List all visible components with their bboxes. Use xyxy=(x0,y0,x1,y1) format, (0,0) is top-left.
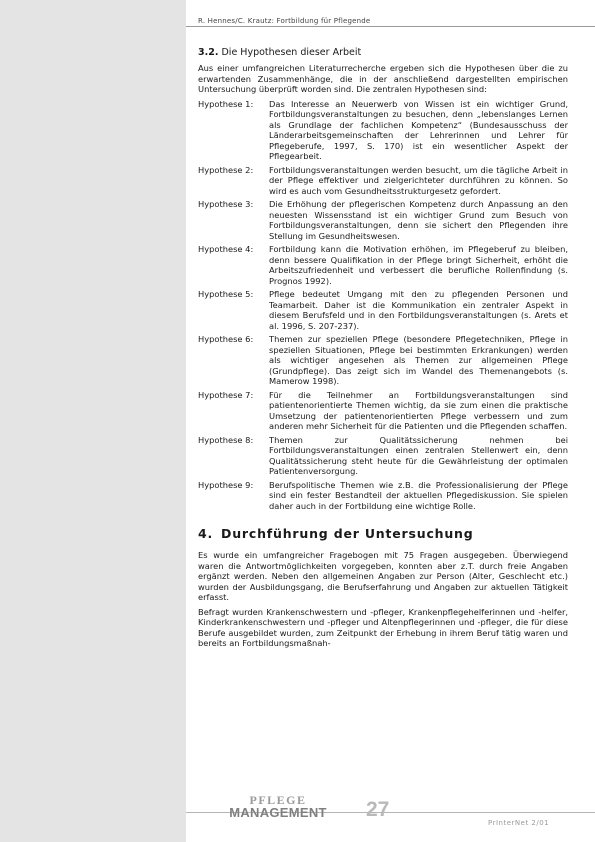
hypothesis-item xyxy=(198,390,568,432)
hypothesis-text: Die Erhöhung der pflegerischen Kompetenz durch Anpassung an den neuesten Wissensstand ist ein wichtiger Grund zum Besuch von Fortbildungsveranstaltungen, denn sie sichert den Pflegenden ihre Stellung im Gesundheitswesen. xyxy=(269,199,568,241)
hypothesis-item xyxy=(198,480,568,512)
chapter-heading xyxy=(198,526,568,541)
section-number: 3.2. xyxy=(198,47,219,58)
hypothesis-text: Pflege bedeutet Umgang mit den zu pflegenden Personen und Teamarbeit. Daher ist die Kommunikation ein zentraler Aspekt in diesem Berufsfeld und in den Fortbildungsveranstaltungen (s. Arets et al. 1996, S. 207-237). xyxy=(269,289,568,331)
left-margin-band xyxy=(0,0,186,842)
section-intro: Aus einer umfangreichen Literaturrecherche ergeben sich die Hypothesen über die zu erwartenden Zusammenhänge, die in der anschließend dargestellten empirischen Untersuchung überprüft worden sind. Die zentralen Hypothesen sind: xyxy=(198,63,568,94)
hypothesis-label: Hypothese 8: xyxy=(198,434,254,445)
hypothesis-text: Themen zur Qualitätssicherung nehmen bei Fortbildungsveranstaltungen einen zentralen Stellenwert ein, denn Qualitätssicherung steht heute für die Gewährleistung der optimalen Patientenversorgung. xyxy=(269,434,568,476)
hypothesis-label: Hypothese 1: xyxy=(198,98,254,109)
hypothesis-text: Berufspolitische Themen wie z.B. die Professionalisierung der Pflege sind ein fester Bestandteil der aktuellen Pflegediskussion. Sie spielen daher auch in der Fortbildung eine wichtige Rolle. xyxy=(269,479,568,511)
page-number: 27 xyxy=(366,798,390,821)
hypothesis-item xyxy=(198,99,568,162)
hypothesis-text: Für die Teilnehmer an Fortbildungsveranstaltungen sind patientenorientierte Themen wichtig, da sie zum einen die praktische Umsetzung der patientenorientierten Pflege verbessern und zum anderen mehr Sicherheit für die Patienten und die Pflegenden schaffen. xyxy=(269,389,568,431)
running-header: R. Hennes/C. Krautz: Fortbildung für Pflegende xyxy=(198,17,371,25)
hypothesis-label: Hypothese 4: xyxy=(198,244,254,254)
chapter-number: 4. xyxy=(198,526,214,541)
hypothesis-item xyxy=(198,244,568,286)
hypothesis-text: Fortbildungsveranstaltungen werden besucht, um die tägliche Arbeit in der Pflege effektiver und zielgerichteter durchführen zu können. So wird es auch vom Gesundheitsstrukturgesetz gefordert. xyxy=(269,164,568,196)
chapter-paragraph: Es wurde ein umfangreicher Fragebogen mit 75 Fragen ausgegeben. Überwiegend waren die Antwortmöglichkeiten vorgegeben, konnten aber z.T. durch freie Angaben ergänzt werden. Neben den allgemeinen Angaben zur Person (Alter, Geschlecht etc.) wurden der Ausbildungsgang, die Berufserfahrung und Angaben zur aktuellen Tätigkeit erfasst. xyxy=(198,550,568,602)
hypothesis-item xyxy=(198,435,568,477)
hypotheses-list xyxy=(198,99,568,512)
hypothesis-text: Fortbildung kann die Motivation erhöhen, im Pflegeberuf zu bleiben, denn bessere Qualifikation in der Pflege bringt Sicherheit, erhöht die Arbeitszufriedenheit und verbessert die berufliche Rollenfindung (s. Prognos 1992). xyxy=(269,244,568,286)
hypothesis-item xyxy=(198,199,568,241)
issue-label: PrInterNet 2/01 xyxy=(488,819,550,827)
header-rule xyxy=(186,26,595,27)
hypothesis-text: Das Interesse an Neuerwerb von Wissen ist ein wichtiger Grund, Fortbildungsveranstaltungen zu besuchen, denn „lebenslanges Lernen als Grundlage der fachlichen Kompetenz“ (Bundesausschuss der Länderarbeitsgemeinschaften der Lehrerinnen und Lehrer für Pflegeberufe, 1997, S. 170) ist ein wesentlicher Aspekt der Pflegearbeit. xyxy=(269,98,568,161)
hypothesis-text: Themen zur speziellen Pflege (besondere Pflegetechniken, Pflege in speziellen Situationen, Pflege bei bestimmten Erkrankungen) werden als wichtiger angesehen als Themen zur allgemeinen Pflege (Grundpflege). Das zeigt sich im Wandel des Themenangebots (s. Mamerow 1998). xyxy=(269,334,568,386)
logo-line2: MANAGEMENT xyxy=(229,805,327,820)
page-content xyxy=(198,47,568,653)
hypothesis-item xyxy=(198,165,568,197)
hypothesis-item xyxy=(198,289,568,331)
hypothesis-label: Hypothese 9: xyxy=(198,479,254,490)
chapter-title: Durchführung der Untersuchung xyxy=(221,526,474,541)
hypothesis-label: Hypothese 7: xyxy=(198,389,254,400)
section-title: Die Hypothesen dieser Arbeit xyxy=(221,47,362,58)
hypothesis-label: Hypothese 3: xyxy=(198,199,254,209)
hypothesis-label: Hypothese 2: xyxy=(198,164,254,175)
hypothesis-item xyxy=(198,334,568,387)
hypothesis-label: Hypothese 6: xyxy=(198,334,254,344)
hypothesis-label: Hypothese 5: xyxy=(198,289,254,299)
logo-line1: PFLEGE xyxy=(249,793,307,807)
chapter-paragraph: Befragt wurden Krankenschwestern und -pfleger, Krankenpflegehelferinnen und -helfer, Kinderkrankenschwestern und -pfleger und Altenpflegerinnen und -pfleger, die für diese Berufe ausgebildet wurden, zum Zeitpunkt der Erhebung in ihrem Beruf tätig waren und bereits an Fortbildungsmaßnah- xyxy=(198,606,568,648)
pflege-management-logo xyxy=(228,794,328,830)
section-heading xyxy=(198,47,568,59)
